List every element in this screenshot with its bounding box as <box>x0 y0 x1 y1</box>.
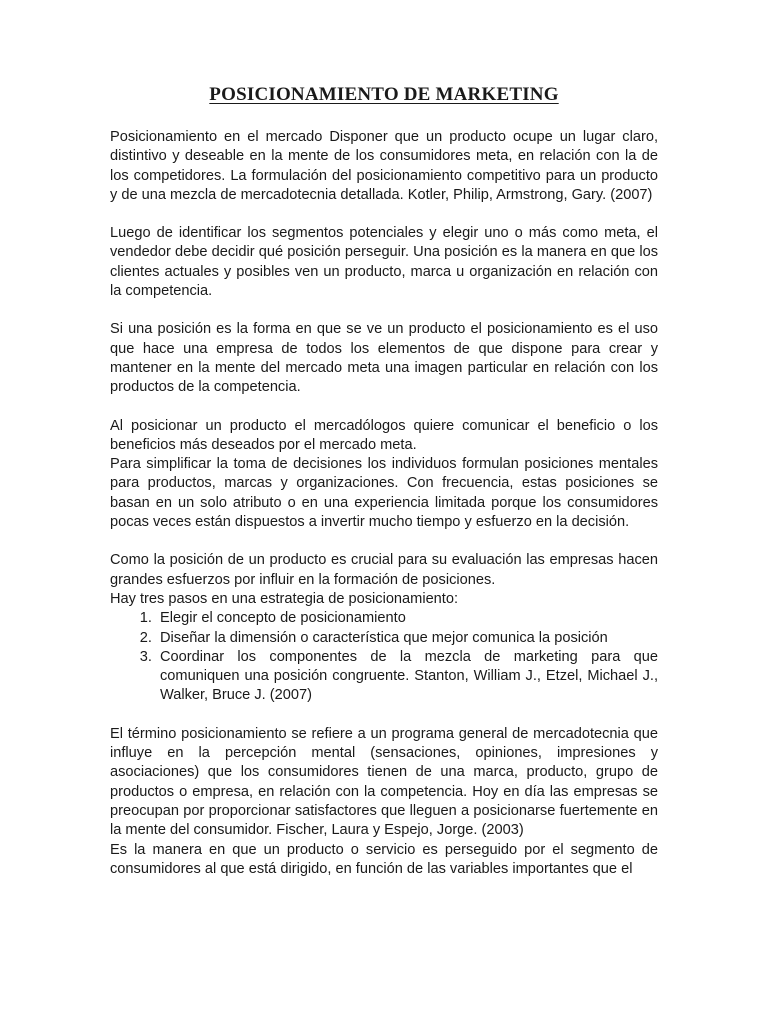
document-title: POSICIONAMIENTO DE MARKETING <box>209 84 559 105</box>
paragraph-benefits: Al posicionar un producto el mercadólogos quiere comunicar el beneficio o los beneficios más deseados por el mercado meta. <box>110 417 658 453</box>
positioning-steps-list <box>110 609 658 705</box>
paragraph-service-perception: Es la manera en que un producto o servicio es perseguido por el segmento de consumidores al que está dirigido, en función de las variables importantes que el <box>110 841 658 877</box>
list-item: 2. Diseñar la dimensión o característica que mejor comunica la posición <box>156 629 658 648</box>
paragraph-position-use: Si una posición es la forma en que se ve un producto el posicionamiento es el uso que hace una empresa de todos los elementos de que dispone para crear y mantener en la mente del mercado meta una imagen particular en relación con los productos de la competencia. <box>110 321 658 396</box>
paragraph-mental-positions: Para simplificar la toma de decisiones los individuos formulan posiciones mentales para productos, marcas y organizaciones. Con frecuencia, estas posiciones se basan en un solo atributo o en una experiencia limitada porque los consumidores pocas veces están dispuestos a invertir mucho tiempo y esfuerzo en la decisión. <box>110 456 658 531</box>
paragraph-segments: Luego de identificar los segmentos potenciales y elegir uno o más como meta, el vendedor debe decidir qué posición perseguir. Una posición es la manera en que los clientes actuales y posibles ven un producto, marca u organización en relación con la competencia. <box>110 225 658 300</box>
paragraph-three-steps-intro: Hay tres pasos en una estrategia de posicionamiento: <box>110 590 459 607</box>
paragraph-term-definition: El término posicionamiento se refiere a un programa general de mercadotecnia que influye en la percepción mental (sensaciones, opiniones, impresiones y asociaciones) que los consumidores tienen de una marca, producto, grupo de productos o empresa, en relación con la competencia. Hoy en día las empresas se preocupan por proporcionar satisfactores que lleguen a posicionarse fuertemente en la mente del consumidor. Fischer, Laura y Espejo, Jorge. (2003) <box>110 725 658 839</box>
paragraph-kotler-definition: Posicionamiento en el mercado Disponer que un producto ocupe un lugar claro, distintivo y deseable en la mente de los consumidores meta, en relación con la de los competidores. La formulación del posicionamiento competitivo para un producto y de una mezcla de mercadotecnia detallada. Kotler, Philip, Armstrong, Gary. (2007) <box>110 129 658 203</box>
list-item: 1. Elegir el concepto de posicionamiento <box>156 609 658 628</box>
list-item: 3. Coordinar los componentes de la mezcla de marketing para que comuniquen una posición congruente. Stanton, William J., Etzel, Michael J., Walker, Bruce J. (2007) <box>156 648 658 706</box>
paragraph-crucial-position: Como la posición de un producto es crucial para su evaluación las empresas hacen grandes esfuerzos por influir en la formación de posiciones. <box>110 552 658 588</box>
